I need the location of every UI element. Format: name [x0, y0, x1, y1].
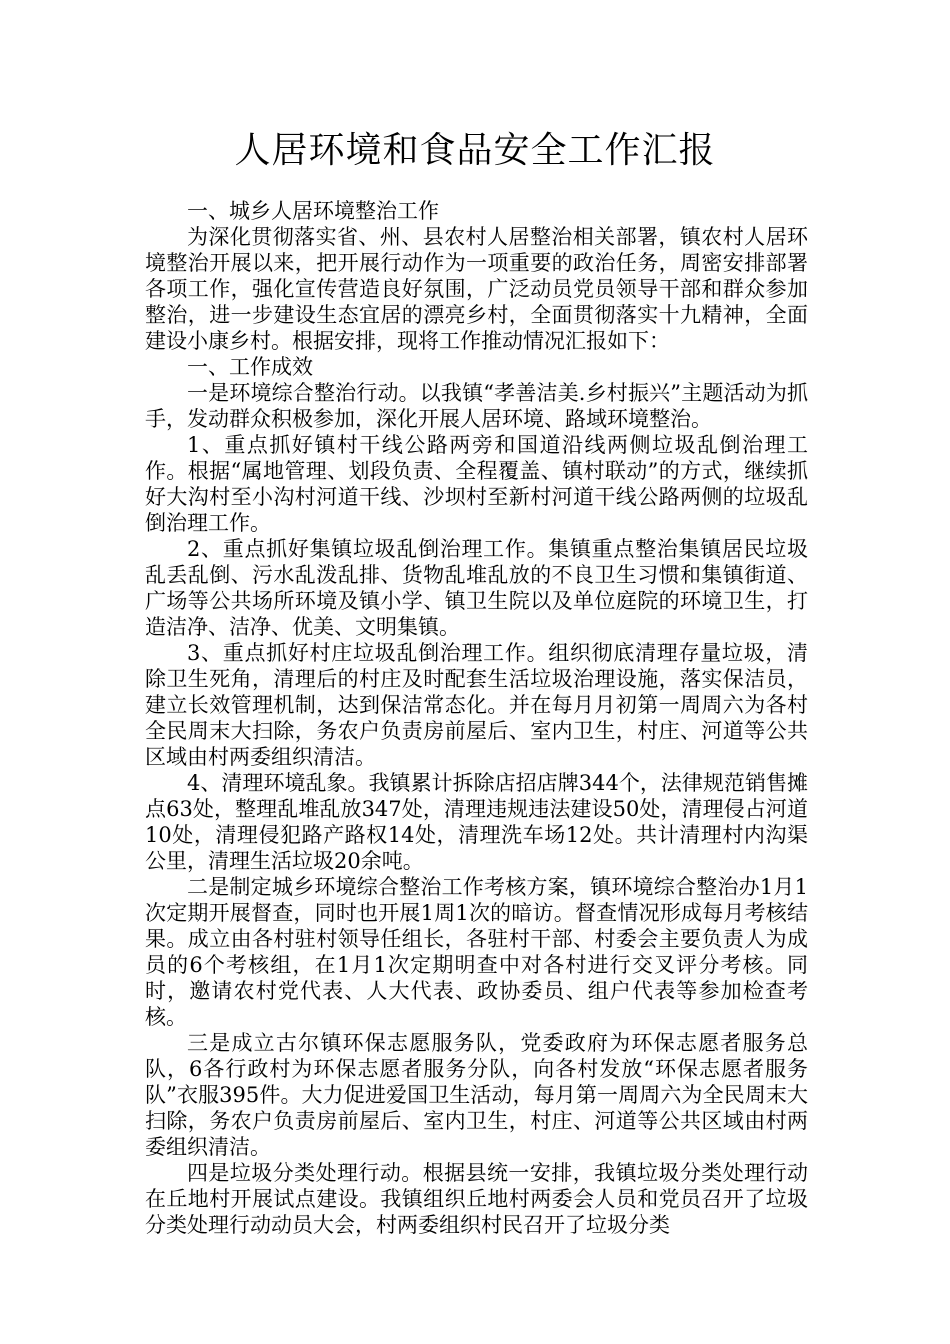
body-paragraph: 二是制定城乡环境综合整治工作考核方案，镇环境综合整治办1月1次定期开展督查，同时也开展1周1次的暗访。督查情况形成每月考核结果。成立由各村驻村领导任组长，各驻村干部、村委会主要负责人为成员的6个考核组，在1月1次定期明查中对各村进行交叉评分考核。同时，邀请农村党代表、人大代表、政协委员、组户代表等参加检查考核。: [145, 875, 808, 1029]
body-paragraph: 一是环境综合整治行动。以我镇“孝善洁美.乡村振兴”主题活动为抓手，发动群众积极参加，深化开展人居环境、路域环境整治。: [145, 381, 808, 431]
section-heading: 一、城乡人居环境整治工作: [187, 199, 439, 223]
body-paragraph: 四是垃圾分类处理行动。根据县统一安排，我镇垃圾分类处理行动在丘地村开展试点建设。我镇组织丘地村两委会人员和党员召开了垃圾分类处理行动动员大会，村两委组织村民召开了垃圾分类: [145, 1161, 808, 1237]
body-paragraph: 4、清理环境乱象。我镇累计拆除店招店牌344个，法律规范销售摊点63处，整理乱堆乱放347处，清理违规违法建设50处，清理侵占河道10处，清理侵犯路产路权14处，清理洗车场12处。共计清理村内沟渠公里，清理生活垃圾20余吨。: [145, 771, 808, 873]
body-paragraph: 三是成立古尔镇环保志愿服务队，党委政府为环保志愿者服务总队，6各行政村为环保志愿者服务分队，向各村发放“环保志愿者服务队”衣服395件。大力促进爱国卫生活动，每月第一周周六为全民周末大扫除，务农户负责房前屋后、室内卫生，村庄、河道等公共区域由村两委组织清洁。: [145, 1031, 808, 1159]
body-paragraph: 为深化贯彻落实省、州、县农村人居整治相关部署，镇农村人居环境整治开展以来，把开展行动作为一项重要的政治任务，周密安排部署各项工作，强化宣传营造良好氛围，广泛动员党员领导干部和群众参加整治，进一步建设生态宜居的漂亮乡村，全面贯彻落实十九精神，全面建设小康乡村。根据安排，现将工作推动情况汇报如下：: [145, 225, 808, 353]
body-paragraph: 1、重点抓好镇村干线公路两旁和国道沿线两侧垃圾乱倒治理工作。根据“属地管理、划段负责、全程覆盖、镇村联动”的方式，继续抓好大沟村至小沟村河道干线、沙坝村至新村河道干线公路两侧的垃圾乱倒治理工作。: [145, 433, 808, 535]
document-title: 人居环境和食品安全工作汇报: [234, 130, 716, 171]
document-body: [145, 198, 808, 1238]
body-paragraph: 2、重点抓好集镇垃圾乱倒治理工作。集镇重点整治集镇居民垃圾乱丢乱倒、污水乱泼乱排、货物乱堆乱放的不良卫生习惯和集镇街道、广场等公共场所环境及镇小学、镇卫生院以及单位庭院的环境卫生，打造洁净、洁净、优美、文明集镇。: [145, 537, 808, 639]
body-paragraph: 3、重点抓好村庄垃圾乱倒治理工作。组织彻底清理存量垃圾，清除卫生死角，清理后的村庄及时配套生活垃圾治理设施，落实保洁员，建立长效管理机制，达到保洁常态化。并在每月月初第一周周六为各村全民周末大扫除，务农户负责房前屋后、室内卫生，村庄、河道等公共区域由村两委组织清洁。: [145, 641, 808, 769]
section-heading: 一、工作成效: [187, 355, 313, 379]
